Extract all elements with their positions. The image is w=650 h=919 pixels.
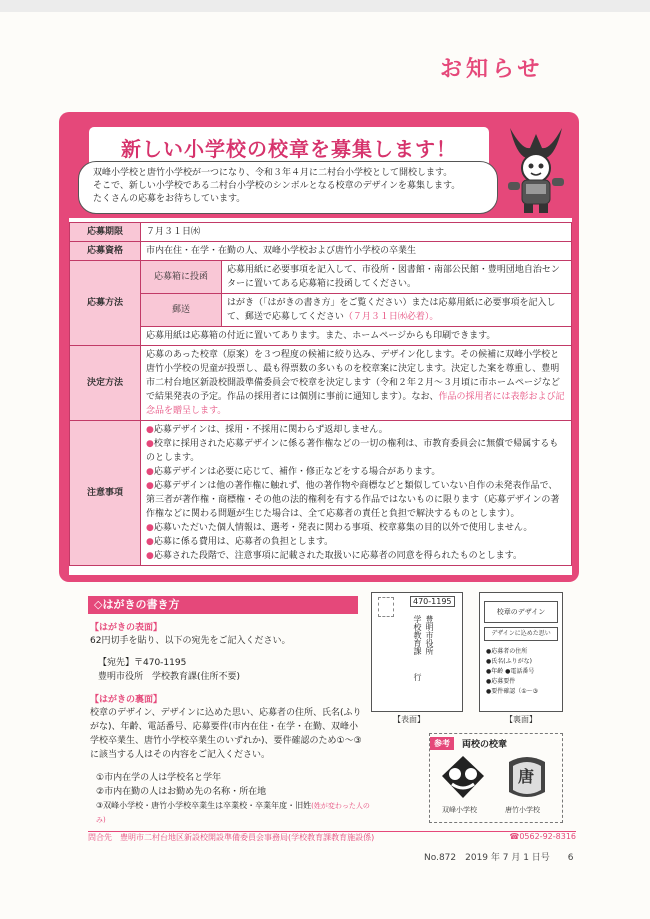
back-item: ●氏名(ふりがな) [486, 658, 532, 665]
hagaki-section-title: ◇はがきの書き方 [88, 596, 358, 614]
school2-name: 唐竹小学校 [505, 806, 540, 814]
requirement-3-note: (姓が変わった人のみ) [96, 802, 370, 824]
intro-line: たくさんの応募をお待ちしています。 [93, 194, 246, 204]
reference-title: 両校の校章 [462, 740, 508, 750]
note-text: 応募に係る費用は、応募者の負担とします。 [153, 537, 334, 547]
back-caption: 【裏面】 [505, 715, 537, 724]
note-text: 校章に採用された応募デザインに係る著作権などの一切の権利は、市教育委員会に無償で帰属するものとします。 [146, 439, 559, 463]
method-label: 応募方法 [70, 261, 141, 346]
back-thought-box: デザインに込めた思い [484, 627, 558, 641]
reference-tag: 参考 [430, 737, 454, 750]
back-item: ●年齢 ●電話番号 [486, 668, 535, 675]
info-table [69, 222, 572, 566]
note-text: 応募いただいた個人情報は、選考・発表に関わる事項、校章募集の目的以外で使用しません。 [153, 523, 533, 533]
address-label: 【宛先】〒470-1195 [98, 658, 187, 668]
back-label: 【はがきの裏面】 [90, 695, 163, 705]
note-item [146, 549, 566, 563]
footer [88, 832, 576, 843]
decision-value: 応募のあった校章（原案）を３つ程度の候補に絞り込み、デザイン化します。その候補に双峰小学校と唐竹小学校の児童が投票し、最も得票数の多いものを校章案に決定します。決定した案を尊重し、豊明市二村台地区新設校開設準備委員会で校章を決定します（令和２年２月～３月頃に市ホームページなどで結果発表の予定。作品の採用者には個別に事前に通知します）。なお、 [146, 350, 560, 402]
section-title: お知らせ [440, 57, 544, 82]
postal-code: 470-1195 [410, 596, 455, 607]
note-text: 応募デザインは他の著作権に触れず、他の著作物や商標などと類似していない自作の未発表作品で、第三者が著作権・商標権・その他の法的権利を有する作品ではないものに限ります（応募デザインの著作権などに関わる問題が生じた場合は、全て応募者の責任と負担で解決するものとします）。 [146, 481, 560, 519]
bullet-icon: ● [146, 537, 154, 547]
requirement-1: ①市内在学の人は学校名と学年 [96, 773, 222, 783]
back-item: ●要件確認（①～③ [486, 688, 538, 695]
decision-cell [141, 346, 572, 421]
note-item [146, 479, 566, 521]
intro-bubble [78, 161, 498, 214]
note-item [146, 521, 566, 535]
requirement-3-text: ③双峰小学校・唐竹小学校卒業生は卒業校・卒業年度・旧姓 [96, 801, 312, 810]
bullet-icon: ● [146, 467, 154, 477]
postcard-front [371, 592, 463, 712]
page-info: No.872 2019 年 7 月 1 日号 6 [424, 853, 574, 863]
postcard-back [479, 592, 563, 712]
back-item: ●応募者の住所 [486, 648, 528, 655]
soho-emblem-icon [438, 752, 488, 802]
back-item: ●応募要件 [486, 678, 516, 685]
school2-emblem-glyph: 唐 [518, 767, 535, 786]
notes-cell [141, 421, 572, 566]
notes-label: 注意事項 [70, 421, 141, 566]
back-items [486, 647, 538, 697]
bullet-icon: ● [146, 551, 154, 561]
scan-edge [0, 0, 650, 12]
back-text: 校章のデザイン、デザインに込めた思い、応募者の住所、氏名(ふりがな)、年齢、電話番号、応募要件(市内在住・在学・在勤、双峰小学校卒業生、唐竹小学校卒業生のいずれか)、要件確認のため①～③に該当する人はその内容をご記入ください。 [90, 708, 362, 760]
note-text: 応募された段階で、注意事項に記載された取扱いに応募者の同意を得られたものとします。 [153, 551, 522, 561]
mascot-illustration [500, 120, 572, 215]
address-text: 豊明市役所 学校教育課(住所不要) [98, 672, 241, 682]
note-text: 応募デザインは、採用・不採用に関わらず返却しません。 [153, 425, 388, 435]
front-label: 【はがきの表面】 [90, 623, 163, 633]
mail-cell [222, 294, 572, 327]
note-item [146, 423, 566, 437]
decision-note: 作品の採用者には表彰および記念品を贈呈します。 [146, 392, 565, 416]
box-value: 応募用紙に必要事項を記入して、市役所・図書館・南部公民館・豊明団地自治センターに置いてある応募箱に投函してください。 [222, 261, 572, 294]
note-text: 応募デザインは必要に応じて、補作・修正などをする場合があります。 [153, 467, 441, 477]
stamp-area [378, 597, 394, 617]
bullet-icon: ● [146, 439, 154, 449]
bullet-icon: ● [146, 481, 154, 491]
front-address-3: 行 [413, 673, 422, 681]
requirement-3 [96, 799, 376, 827]
intro-line: 双峰小学校と唐竹小学校が一つになり、令和３年４月に二村台小学校として開校します。 [93, 168, 453, 178]
mail-note: （７月３１日㈬必着）。 [343, 312, 439, 322]
contact-phone: ☎0562-92-8316 [509, 832, 576, 841]
contact-text: 問合先 豊明市二村台地区新設校開設準備委員会事務局(学校教育課教育施設係) [88, 833, 375, 842]
front-text: 62円切手を貼り、以下の宛先をご記入ください。 [90, 636, 291, 646]
mail-value: はがき（「はがきの書き方」をご覧ください）または応募用紙に必要事項を記入して、郵送で応募してください [227, 298, 556, 322]
requirement-2: ②市内在勤の人はお勤め先の名称・所在地 [96, 787, 267, 797]
front-address-2: 学校教育課 [413, 615, 422, 655]
front-address-1: 豊明市役所 [425, 615, 434, 655]
period-value: ７月３１日㈬ [141, 223, 572, 242]
note-item [146, 437, 566, 465]
note-item [146, 535, 566, 549]
note-item [146, 465, 566, 479]
period-label: 応募期限 [70, 223, 141, 242]
school1-name: 双峰小学校 [442, 806, 477, 814]
form-note: 応募用紙は応募箱の付近に置いてあります。また、ホームページからも印刷できます。 [141, 327, 572, 346]
box-label: 応募箱に投函 [141, 261, 222, 294]
front-caption: 【表面】 [393, 715, 425, 724]
eligibility-value: 市内在住・在学・在勤の人、双峰小学校および唐竹小学校の卒業生 [141, 242, 572, 261]
decision-label: 決定方法 [70, 346, 141, 421]
bullet-icon: ● [146, 425, 154, 435]
intro-line: そこで、新しい小学校である二村台小学校のシンボルとなる校章のデザインを募集します。 [93, 181, 461, 191]
back-design-box: 校章のデザイン [484, 601, 558, 623]
headline-text: 新しい小学校の校章を募集します！ [121, 136, 457, 161]
bullet-icon: ● [146, 523, 154, 533]
eligibility-label: 応募資格 [70, 242, 141, 261]
mail-label: 郵送 [141, 294, 222, 327]
